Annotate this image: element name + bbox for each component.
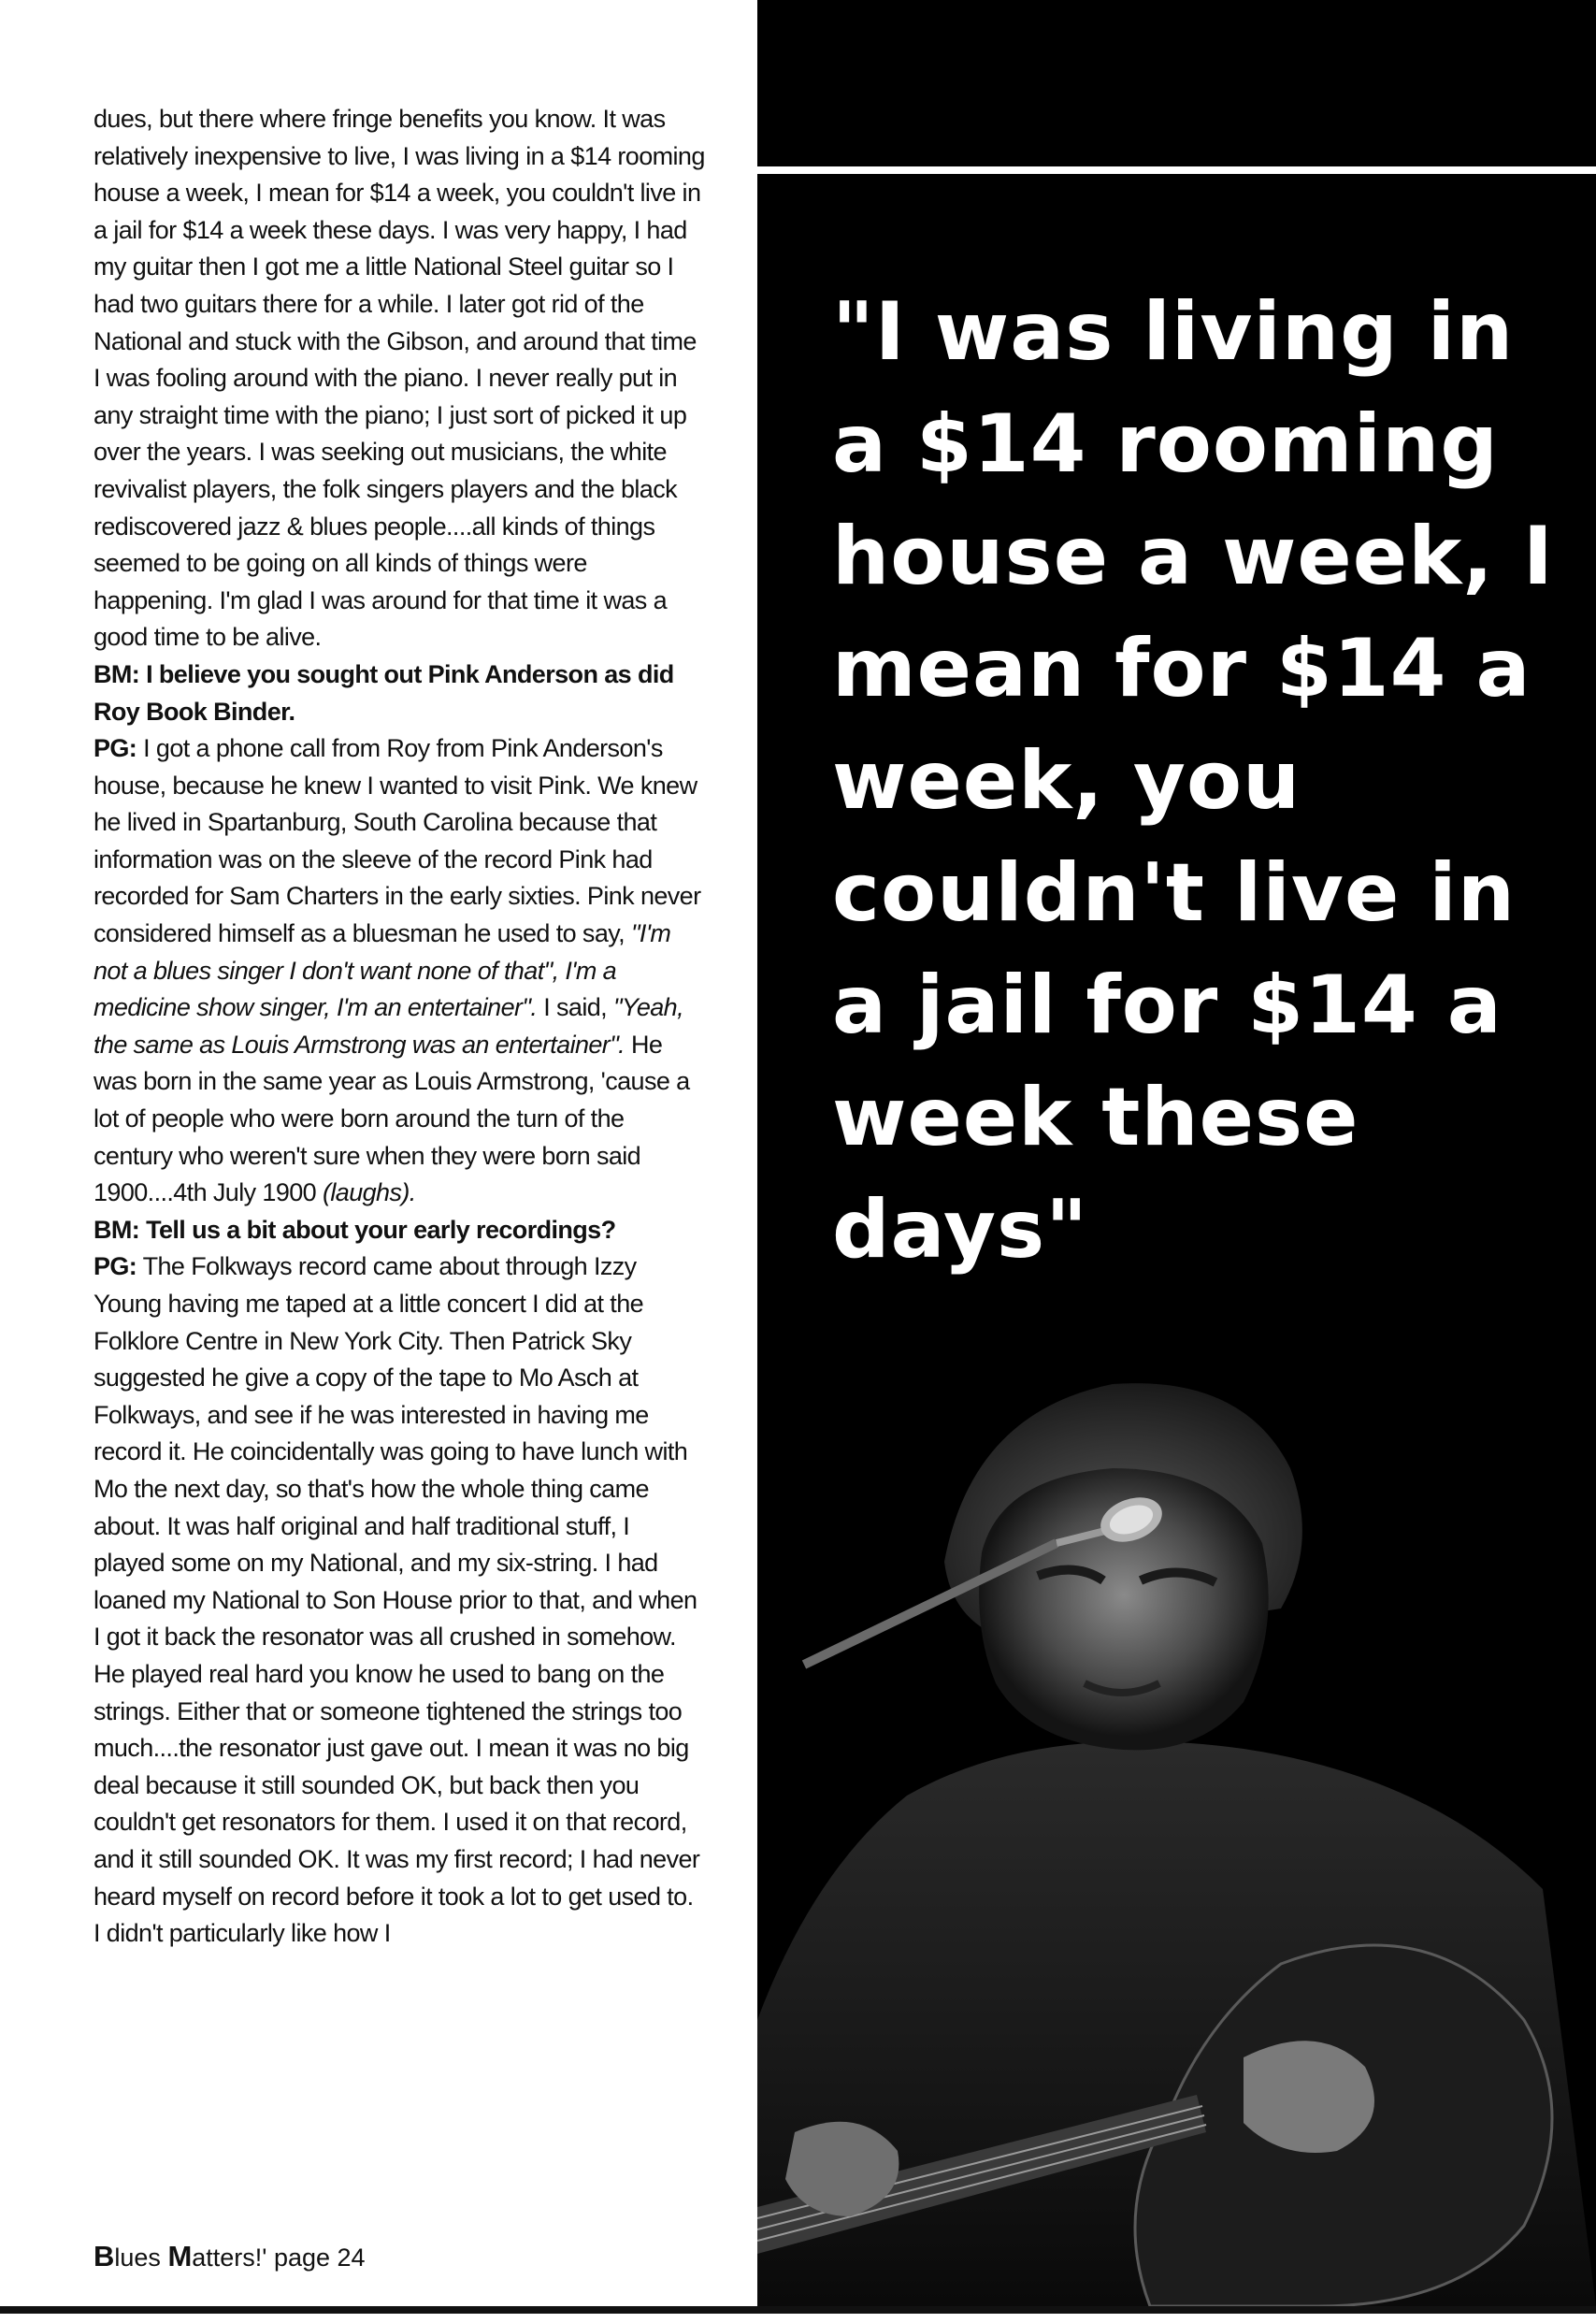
speaker-label: PG: [93,734,137,763]
footer-text: lues [114,2244,168,2272]
article-body [93,101,706,1953]
performer-with-guitar-photo [757,1309,1596,2306]
answer-text: I got a phone call from Roy from Pink Anderson's house, because he knew I wanted to visit Pink. We knew he lived in Spartanburg, South Carolina because that information was on the sleeve of the record Pink had recorded for Sam Charters in the early sixties. Pink never considered himself as a bluesman he used to say, [93,734,701,948]
quoted-speech: "I'm not a blues singer I don't want none of that", I'm a medicine show singer, I'm an entertainer". [93,919,671,1022]
footer-text: atters!' page 24 [192,2244,366,2272]
interview-answer [93,730,706,1212]
answer-text: The Folkways record came about through Izzy Young having me taped at a little concert I did at the Folklore Centre in New York City. Then Patrick Sky suggested he give a copy of the tape to Mo Asch at Folkways, and see if he was interested in having me record it. He coincidentally was going to have lunch with Mo the next day, so that's how the whole thing came about. It was half original and half traditional stuff, I played some on my National, and my six-string. I had loaned my National to Son House prior to that, and when I got it back the resonator was all crushed in somehow. He played real hard you know he used to bang on the strings. Either that or someone tightened the strings too much....the resonator just gave out. I mean it was no big deal because it still sounded OK, but back then you couldn't get resonators for them. I used it on that record, and it still sounded OK. It was my first record; I had never heard myself on record before it took a lot to get used to. I didn't particularly like how I [93,1252,700,1948]
footer-initial: M [167,2240,193,2272]
pull-quote-panel [757,0,1596,2306]
page-footer [93,2240,366,2273]
answer-text: He was born in the same year as Louis Armstrong, 'cause a lot of people who were born around the turn of the century who weren't sure when they were born said 1900....4th July 1900 [93,1030,690,1207]
quoted-speech: "Yeah, the same as Louis Armstrong was an entertainer". [93,993,683,1059]
laughs-aside: (laughs). [323,1178,416,1207]
divider-stripe [757,166,1596,174]
speaker-label: PG: [93,1252,137,1281]
interview-answer [93,1248,706,1952]
pull-quote: "I was living in a $14 rooming house a week, I mean for $14 a week, you couldn't live in a jail for $14 a week these days" [832,285,1554,1277]
footer-initial: B [93,2240,115,2272]
bottom-rule [0,2306,1596,2314]
interview-question: BM: I believe you sought out Pink Anderson as did Roy Book Binder. [93,659,674,726]
article-paragraph: dues, but there where fringe benefits you know. It was relatively inexpensive to live, I was living in a $14 rooming house a week, I mean for $14 a week, you couldn't live in a jail for $14 a week these days. I was very happy, I had my guitar then I got me a little National Steel guitar so I had two guitars there for a while. I later got rid of the National and stuck with the Gibson, and around that time I was fooling around with the piano. I never really put in any straight time with the piano; I just sort of picked it up over the years. I was seeking out musicians, the white revivalist players, the folk singers players and the black rediscovered jazz & blues people....all kinds of things seemed to be going on all kinds of things were happening. I'm glad I was around for that time it was a good time to be alive. [93,105,705,652]
answer-text: I said, [537,993,613,1022]
interview-question: BM: Tell us a bit about your early recordings? [93,1215,616,1244]
